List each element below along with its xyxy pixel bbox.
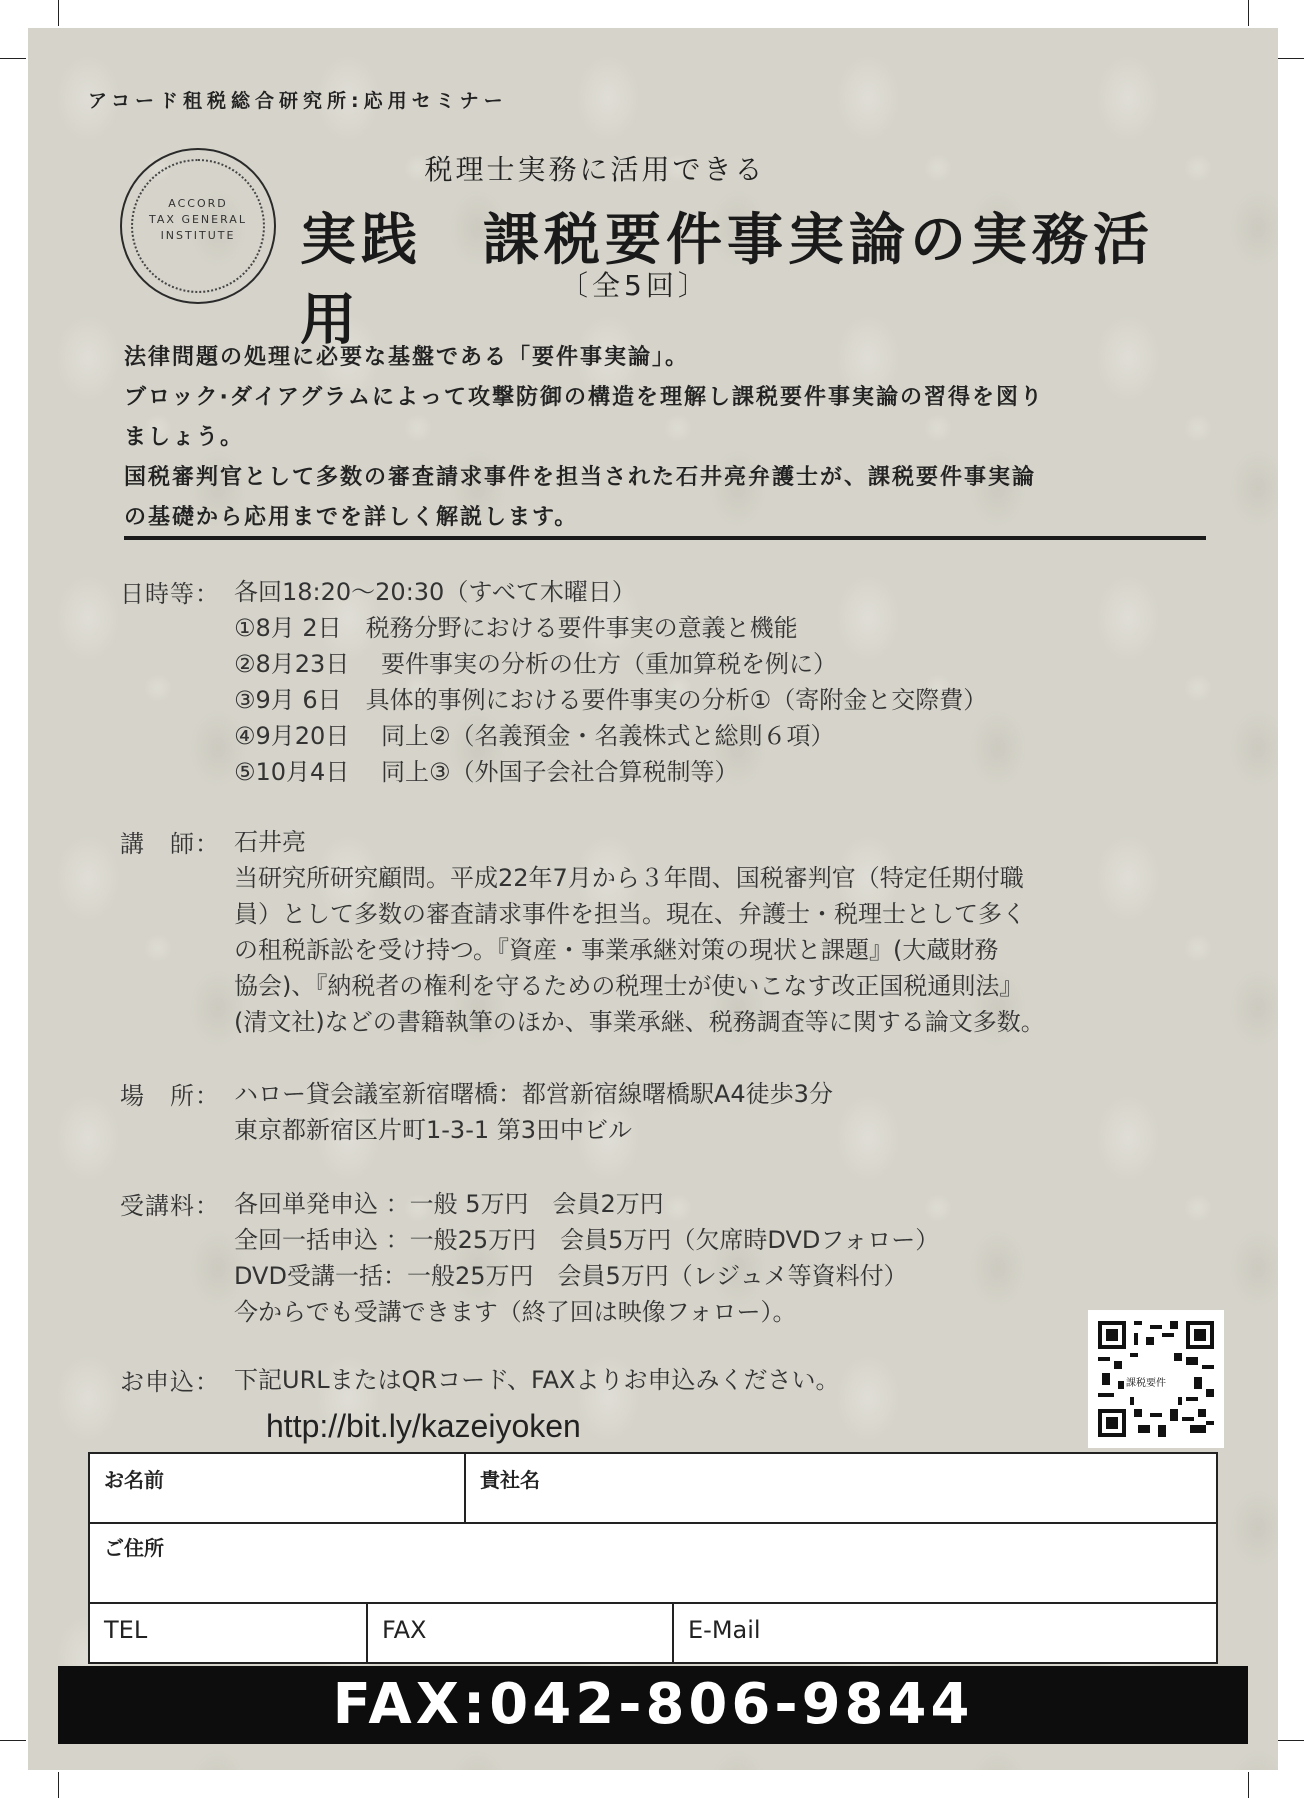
series-count: 〔全5回〕: [560, 269, 710, 302]
lecturer-bio-line: 員）として多数の審査請求事件を担当。現在、弁護士・税理士として多く: [234, 900, 1026, 928]
crop-mark: [58, 1772, 59, 1798]
fax-number: FAX:042-806-9844: [332, 1672, 974, 1737]
schedule-line: ②8月23日 要件事実の分析の仕方（重加算税を例に）: [234, 650, 837, 678]
intro-paragraph: [124, 338, 1204, 538]
schedule-label: 日時等：: [120, 580, 220, 608]
apply-label: お申込：: [120, 1368, 220, 1396]
intro-line: 国税審判官として多数の審査請求事件を担当された石井亮弁護士が、課税要件事実論: [124, 465, 1037, 490]
intro-line: ブロック·ダイアグラムによって攻撃防御の構造を理解し課税要件事実論の習得を図り: [124, 385, 1044, 410]
seminar-title: 実践 課税要件事実論の実務活用: [300, 208, 1154, 353]
lecturer-name: 石井亮: [234, 828, 306, 856]
lecturer-bio-line: 当研究所研究顧問。平成22年7月から３年間、国税審判官（特定任期付職: [234, 864, 1024, 892]
intro-line: 法律問題の処理に必要な基盤である「要件事実論」。: [124, 345, 690, 370]
apply-text: 下記URLまたはQRコード、FAXよりお申込みください。: [234, 1366, 840, 1394]
address-field[interactable]: [90, 1524, 1216, 1602]
crop-mark: [1278, 58, 1304, 59]
lecturer-bio-line: 協会)、『納税者の権利を守るための税理士が使いこなす改正国税通則法』: [234, 972, 1024, 1000]
lecturer-bio-line: の租税訴訟を受け持つ。『資産・事業承継対策の現状と課題』(大蔵財務: [234, 936, 999, 964]
section-divider: [124, 536, 1206, 540]
schedule-line: 各回18:20～20:30（すべて木曜日）: [234, 578, 636, 606]
email-field[interactable]: [674, 1604, 1216, 1664]
tel-field-label: TEL: [104, 1616, 148, 1644]
venue-line: 東京都新宿区片町1-3-1 第3田中ビル: [234, 1116, 633, 1144]
crop-mark: [1248, 1772, 1249, 1798]
company-field-label: 貴社名: [480, 1468, 540, 1492]
organizer-line: アコード租税総合研究所:応用セミナー: [88, 90, 508, 112]
name-field-label: お名前: [104, 1468, 164, 1492]
address-field-label: ご住所: [104, 1536, 164, 1560]
intro-line: ましょう。: [124, 425, 245, 450]
fee-info: [234, 1186, 939, 1330]
schedule-line: ③9月 6日 具体的事例における要件事実の分析①（寄附金と交際費）: [234, 686, 988, 714]
apply-url-link[interactable]: http://bit.ly/kazeiyoken: [266, 1408, 581, 1444]
schedule-line: ④9月20日 同上②（名義預金・名義株式と総則６項）: [234, 722, 835, 750]
crop-mark: [58, 0, 59, 26]
fee-label: 受講料：: [120, 1192, 220, 1220]
lecturer-bio: [234, 824, 1045, 1040]
venue-info: [234, 1076, 833, 1148]
application-form: [88, 1452, 1218, 1664]
fee-line: 各回単発申込 ：一般 5万円 会員2万円: [234, 1190, 664, 1218]
schedule-list: [234, 574, 987, 790]
venue-label: 場 所：: [120, 1082, 220, 1110]
crop-mark: [1248, 0, 1249, 26]
company-field[interactable]: [466, 1454, 1216, 1522]
venue-line: ハロー貸会議室新宿曙橋：都営新宿線曙橋駅A4徒歩3分: [234, 1080, 833, 1108]
lecturer-label: 講 師：: [120, 830, 220, 858]
schedule-line: ⑤10月4日 同上③（外国子会社合算税制等）: [234, 758, 739, 786]
crop-mark: [0, 58, 26, 59]
intro-line: の基礎から応用までを詳しく解説します。: [124, 505, 579, 530]
email-field-label: E-Mail: [688, 1616, 761, 1644]
fax-number-banner: [58, 1666, 1248, 1744]
fax-field-label: FAX: [382, 1616, 427, 1644]
name-field[interactable]: [90, 1454, 464, 1522]
crop-mark: [1278, 1740, 1304, 1741]
fee-line: 全回一括申込 ：一般25万円 会員5万円（欠席時DVDフォロー）: [234, 1226, 940, 1254]
logo-text: ACCORD TAX GENERAL INSTITUTE: [149, 197, 247, 242]
qr-code-label: 課税要件: [1124, 1373, 1168, 1390]
seminar-subtitle: 税理士実務に活用できる: [424, 153, 766, 186]
crop-mark: [0, 1740, 26, 1741]
fee-line: 今からでも受講できます（終了回は映像フォロー）。: [234, 1298, 797, 1326]
tel-field[interactable]: [90, 1604, 366, 1664]
lecturer-bio-line: (清文社)などの書籍執筆のほか、事業承継、税務調査等に関する論文多数。: [234, 1008, 1045, 1036]
schedule-line: ①8月 2日 税務分野における要件事実の意義と機能: [234, 614, 798, 642]
qr-code[interactable]: [1088, 1310, 1224, 1448]
institute-logo: [120, 148, 276, 304]
fee-line: DVD受講一括：一般25万円 会員5万円（レジュメ等資料付）: [234, 1262, 908, 1290]
fax-field[interactable]: [368, 1604, 672, 1664]
